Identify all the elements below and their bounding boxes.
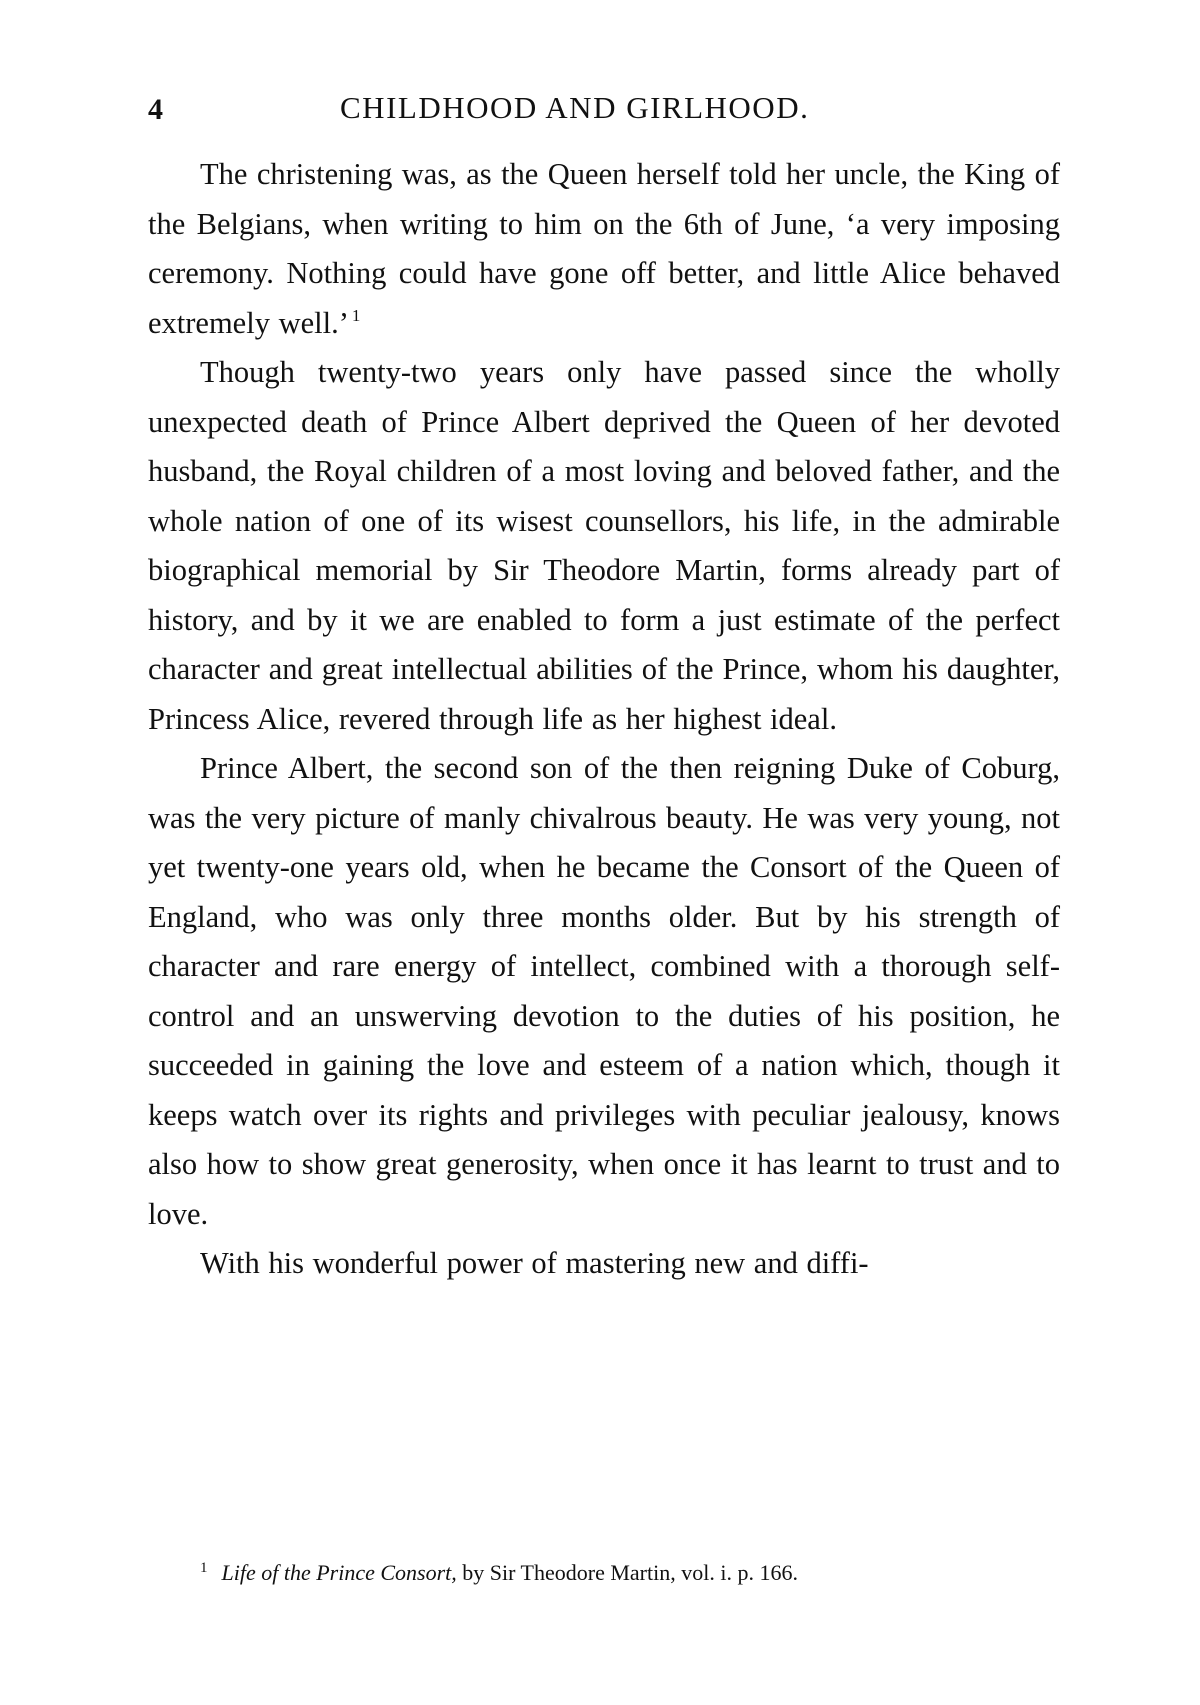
- footnote-reference: 1: [351, 306, 361, 326]
- footnote: [200, 1558, 1060, 1588]
- footnote-title: Life of the Prince Consort,: [221, 1560, 457, 1585]
- footnote-mark: 1: [200, 1559, 208, 1576]
- paragraph-text: The christening was, as the Queen herself told her uncle, the King of the Belgians, when writing to him on the 6th of June, ‘a very imposing ceremony. Nothing could have gone off better, and little Alice behaved extremely well.’: [148, 157, 1060, 340]
- running-head: CHILDHOOD AND GIRLHOOD.: [340, 90, 810, 125]
- paragraph-text: Though twenty-two years only have passed since the wholly unexpected death of Prince Albert deprived the Queen of her devoted husband, the Royal children of a most loving and beloved father, and the whole nation of one of its wisest counsellors, his life, in the admirable biographical memorial by Sir Theodore Martin, forms already part of history, and by it we are enabled to form a just estimate of the perfect character and great intellectual abilities of the Prince, whom his daughter, Princess Alice, revered through life as her highest ideal.: [148, 355, 1060, 736]
- body-text: [148, 150, 1060, 1289]
- paragraph-text: With his wonderful power of mastering new and diffi-: [200, 1246, 869, 1280]
- paragraph-text: Prince Albert, the second son of the then reigning Duke of Coburg, was the very picture of manly chivalrous beauty. He was very young, not yet twenty-one years old, when he became the Consort of the Queen of England, who was only three months older. But by his strength of character and rare energy of intellect, combined with a thorough self-control and an unswerving devotion to the duties of his position, he succeeded in gaining the love and esteem of a nation which, though it keeps watch over its rights and privileges with peculiar jealousy, knows also how to show great generosity, when once it has learnt to trust and to love.: [148, 751, 1060, 1231]
- footnote-citation: by Sir Theodore Martin, vol. i. p. 166.: [456, 1560, 798, 1585]
- paragraph-continued: [148, 1239, 1060, 1289]
- page-header: [148, 88, 1058, 128]
- page-number: 4: [148, 93, 163, 126]
- paragraph-prince-albert-death: [148, 348, 1060, 744]
- paragraph-prince-albert-character: [148, 744, 1060, 1239]
- paragraph-christening: [148, 150, 1060, 348]
